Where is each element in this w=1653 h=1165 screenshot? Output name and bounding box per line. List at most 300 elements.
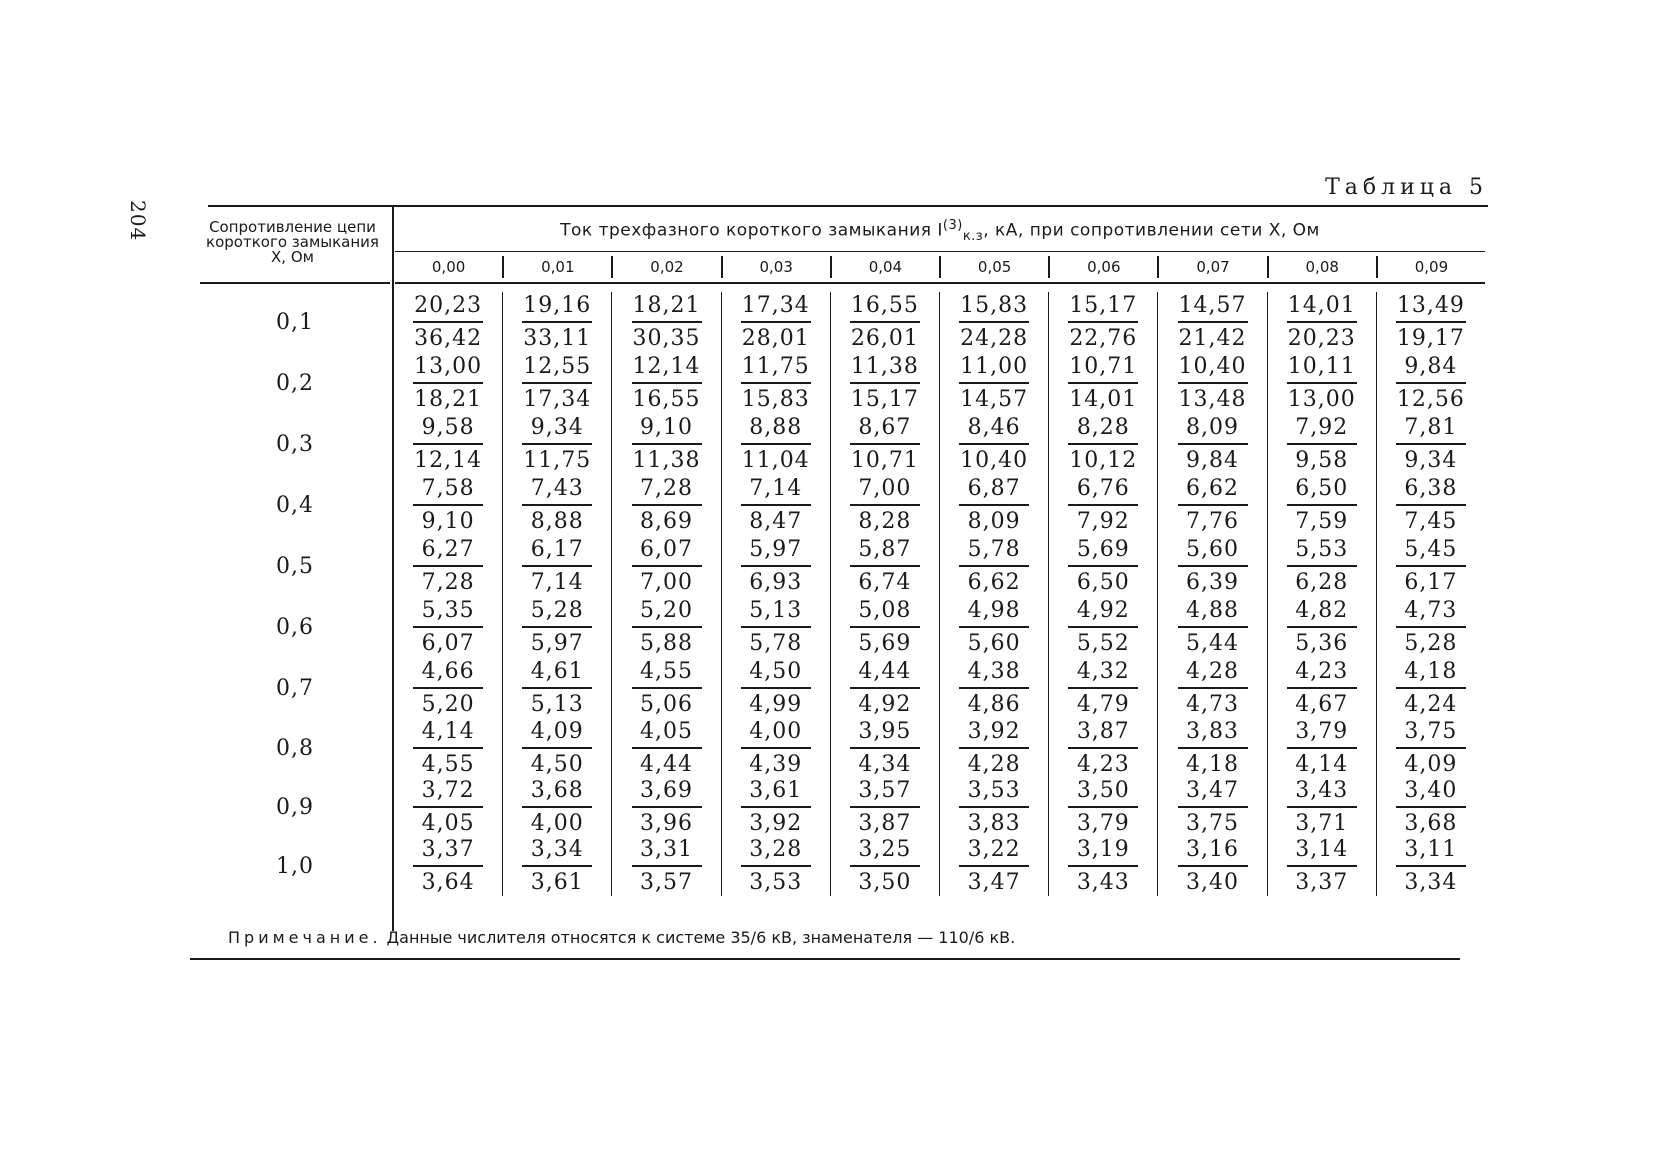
fraction bbox=[1396, 719, 1466, 779]
fraction bbox=[1396, 537, 1466, 597]
row-label: 0,1 bbox=[276, 310, 314, 335]
table-cell bbox=[1049, 414, 1158, 475]
row-label: 0,4 bbox=[276, 493, 314, 518]
fraction bbox=[1178, 778, 1248, 838]
table-cell bbox=[940, 475, 1049, 536]
denominator: 12,14 bbox=[414, 447, 483, 473]
fraction bbox=[1178, 659, 1248, 719]
table-cell bbox=[940, 658, 1049, 719]
denominator: 21,42 bbox=[1178, 325, 1247, 351]
table-row bbox=[200, 597, 1485, 658]
fraction bbox=[1287, 476, 1357, 536]
fraction bbox=[1178, 837, 1248, 897]
numerator: 3,25 bbox=[850, 837, 920, 867]
bottom-rule bbox=[190, 958, 1460, 960]
numerator: 3,40 bbox=[1396, 778, 1466, 808]
fraction bbox=[1178, 415, 1248, 475]
denominator: 3,96 bbox=[640, 810, 693, 836]
column-header: 0,09 bbox=[1414, 258, 1449, 276]
fraction bbox=[1287, 415, 1357, 475]
table-cell bbox=[612, 536, 721, 597]
denominator: 8,47 bbox=[749, 508, 803, 534]
denominator: 4,44 bbox=[640, 751, 693, 777]
table-cell bbox=[831, 353, 940, 414]
row-label-header: Сопротивление цепи короткого замыкания X, Ом bbox=[206, 218, 379, 266]
numerator: 3,61 bbox=[741, 778, 811, 808]
table-cell bbox=[1158, 837, 1267, 896]
main-header-sup: (3) bbox=[942, 218, 963, 233]
denominator: 4,55 bbox=[421, 751, 475, 777]
denominator: 3,47 bbox=[967, 869, 1021, 895]
table-cell bbox=[612, 837, 721, 896]
numerator: 5,28 bbox=[522, 598, 592, 628]
table-row bbox=[200, 414, 1485, 475]
main-header-after: , кА, при сопротивлении сети X, Ом bbox=[983, 220, 1320, 241]
fraction bbox=[522, 476, 592, 536]
numerator: 8,67 bbox=[850, 415, 920, 445]
denominator: 10,12 bbox=[1069, 447, 1138, 473]
numerator: 6,17 bbox=[522, 537, 592, 567]
table-cell bbox=[1268, 353, 1377, 414]
denominator: 4,50 bbox=[530, 751, 584, 777]
denominator: 3,92 bbox=[749, 810, 803, 836]
denominator: 36,42 bbox=[414, 325, 483, 351]
fraction bbox=[632, 837, 702, 897]
fraction bbox=[1068, 598, 1138, 658]
row-label: 0,5 bbox=[276, 554, 314, 579]
table-cell bbox=[831, 475, 940, 536]
numerator: 3,28 bbox=[741, 837, 811, 867]
denominator: 19,17 bbox=[1396, 325, 1465, 351]
denominator: 11,75 bbox=[523, 447, 592, 473]
denominator: 5,60 bbox=[967, 630, 1021, 656]
denominator: 28,01 bbox=[741, 325, 810, 351]
numerator: 14,57 bbox=[1178, 293, 1248, 323]
fraction bbox=[741, 415, 811, 475]
denominator: 7,14 bbox=[530, 569, 584, 595]
numerator: 13,00 bbox=[413, 354, 483, 384]
fraction bbox=[413, 537, 483, 597]
denominator: 4,09 bbox=[1404, 751, 1458, 777]
denominator: 8,88 bbox=[530, 508, 584, 534]
fraction bbox=[522, 598, 592, 658]
fraction bbox=[1068, 476, 1138, 536]
fraction bbox=[1396, 476, 1466, 536]
numerator: 5,53 bbox=[1287, 537, 1357, 567]
denominator: 3,61 bbox=[530, 869, 584, 895]
numerator: 5,35 bbox=[413, 598, 483, 628]
denominator: 20,23 bbox=[1287, 325, 1356, 351]
table-cell bbox=[503, 353, 612, 414]
fraction bbox=[1068, 778, 1138, 838]
table-cell bbox=[1268, 292, 1377, 353]
denominator: 18,21 bbox=[414, 386, 483, 412]
table-cell bbox=[394, 837, 503, 896]
denominator: 4,79 bbox=[1076, 691, 1130, 717]
fraction bbox=[522, 293, 592, 353]
numerator: 4,82 bbox=[1287, 598, 1357, 628]
fraction bbox=[850, 354, 920, 414]
fraction bbox=[959, 598, 1029, 658]
fraction bbox=[632, 778, 702, 838]
fraction bbox=[1068, 293, 1138, 353]
numerator: 4,38 bbox=[959, 659, 1029, 689]
fraction bbox=[632, 476, 702, 536]
denominator: 22,76 bbox=[1069, 325, 1138, 351]
table-cell bbox=[612, 292, 721, 353]
numerator: 4,50 bbox=[741, 659, 811, 689]
sub-header-row bbox=[395, 256, 1485, 278]
row-label: 0,7 bbox=[276, 676, 314, 701]
numerator: 5,97 bbox=[741, 537, 811, 567]
fraction bbox=[741, 537, 811, 597]
denominator: 13,00 bbox=[1287, 386, 1356, 412]
table-cell bbox=[503, 837, 612, 896]
table-cell bbox=[1049, 837, 1158, 896]
fraction bbox=[413, 837, 483, 897]
table-cell bbox=[940, 353, 1049, 414]
table-cell bbox=[940, 597, 1049, 658]
table-cell bbox=[831, 292, 940, 353]
numerator: 8,09 bbox=[1178, 415, 1248, 445]
fraction bbox=[1178, 476, 1248, 536]
denominator: 8,28 bbox=[858, 508, 912, 534]
denominator: 4,73 bbox=[1186, 691, 1239, 717]
table-row bbox=[200, 658, 1485, 719]
table-cell bbox=[1049, 778, 1158, 837]
numerator: 19,16 bbox=[522, 293, 592, 323]
table-row bbox=[200, 475, 1485, 536]
table-cell bbox=[1049, 719, 1158, 778]
numerator: 11,38 bbox=[850, 354, 920, 384]
denominator: 5,36 bbox=[1295, 630, 1349, 656]
numerator: 11,75 bbox=[741, 354, 811, 384]
numerator: 3,69 bbox=[632, 778, 702, 808]
table-cell bbox=[722, 414, 831, 475]
denominator: 6,07 bbox=[421, 630, 475, 656]
numerator: 3,16 bbox=[1178, 837, 1248, 867]
numerator: 10,71 bbox=[1068, 354, 1138, 384]
table-cell bbox=[1377, 353, 1485, 414]
denominator: 5,97 bbox=[530, 630, 584, 656]
denominator: 3,68 bbox=[1404, 810, 1458, 836]
fraction bbox=[850, 415, 920, 475]
fraction bbox=[1178, 537, 1248, 597]
table-cell bbox=[503, 778, 612, 837]
numerator: 5,87 bbox=[850, 537, 920, 567]
table-cell bbox=[940, 778, 1049, 837]
fraction bbox=[413, 778, 483, 838]
numerator: 8,88 bbox=[741, 415, 811, 445]
fraction bbox=[1396, 778, 1466, 838]
fraction bbox=[850, 598, 920, 658]
numerator: 7,58 bbox=[413, 476, 483, 506]
numerator: 4,98 bbox=[959, 598, 1029, 628]
numerator: 3,19 bbox=[1068, 837, 1138, 867]
denominator: 4,05 bbox=[421, 810, 475, 836]
table-cell bbox=[1377, 778, 1485, 837]
fraction bbox=[413, 293, 483, 353]
denominator: 4,99 bbox=[749, 691, 803, 717]
numerator: 3,11 bbox=[1396, 837, 1466, 867]
denominator: 6,50 bbox=[1076, 569, 1130, 595]
column-header: 0,03 bbox=[723, 256, 832, 278]
table-cell bbox=[722, 475, 831, 536]
table-cell bbox=[612, 597, 721, 658]
numerator: 3,43 bbox=[1287, 778, 1357, 808]
table-cell bbox=[831, 536, 940, 597]
table-cell bbox=[1049, 536, 1158, 597]
fraction bbox=[850, 719, 920, 779]
table-body bbox=[200, 292, 1485, 896]
denominator: 4,92 bbox=[858, 691, 912, 717]
numerator: 3,95 bbox=[850, 719, 920, 749]
column-header: 0,08 bbox=[1269, 256, 1378, 278]
table-cell bbox=[1158, 475, 1267, 536]
table-cell bbox=[1377, 414, 1485, 475]
numerator: 3,87 bbox=[1068, 719, 1138, 749]
table-cell bbox=[1268, 778, 1377, 837]
table-cell bbox=[1268, 414, 1377, 475]
numerator: 5,69 bbox=[1068, 537, 1138, 567]
table-cell bbox=[1049, 658, 1158, 719]
fraction bbox=[413, 659, 483, 719]
denominator: 17,34 bbox=[523, 386, 592, 412]
fraction bbox=[522, 415, 592, 475]
fraction bbox=[1396, 293, 1466, 353]
table-cell bbox=[940, 292, 1049, 353]
numerator: 4,44 bbox=[850, 659, 920, 689]
denominator: 5,06 bbox=[640, 691, 693, 717]
table-row bbox=[200, 778, 1485, 837]
numerator: 9,58 bbox=[413, 415, 483, 445]
table-cell bbox=[940, 719, 1049, 778]
column-header: 0,07 bbox=[1159, 256, 1268, 278]
fraction bbox=[959, 415, 1029, 475]
denominator: 11,38 bbox=[632, 447, 701, 473]
fraction bbox=[1178, 719, 1248, 779]
column-header: 0,01 bbox=[504, 256, 613, 278]
denominator: 6,28 bbox=[1295, 569, 1349, 595]
numerator: 3,53 bbox=[959, 778, 1029, 808]
numerator: 15,17 bbox=[1068, 293, 1138, 323]
denominator: 4,28 bbox=[967, 751, 1021, 777]
table-cell bbox=[722, 292, 831, 353]
numerator: 7,43 bbox=[522, 476, 592, 506]
table-cell bbox=[394, 778, 503, 837]
denominator: 6,74 bbox=[858, 569, 912, 595]
denominator: 4,86 bbox=[967, 691, 1021, 717]
denominator: 3,87 bbox=[858, 810, 912, 836]
column-header: 0,04 bbox=[832, 256, 941, 278]
numerator: 3,37 bbox=[413, 837, 483, 867]
denominator: 5,52 bbox=[1076, 630, 1130, 656]
numerator: 4,00 bbox=[741, 719, 811, 749]
denominator: 7,28 bbox=[421, 569, 475, 595]
row-label: 0,9 bbox=[276, 795, 314, 820]
table-cell bbox=[612, 658, 721, 719]
table-cell bbox=[1268, 597, 1377, 658]
denominator: 12,56 bbox=[1396, 386, 1465, 412]
table-cell bbox=[394, 536, 503, 597]
column-header: 0,00 bbox=[395, 256, 504, 278]
numerator: 7,00 bbox=[850, 476, 920, 506]
numerator: 3,57 bbox=[850, 778, 920, 808]
numerator: 7,28 bbox=[632, 476, 702, 506]
denominator: 3,71 bbox=[1295, 810, 1349, 836]
numerator: 8,28 bbox=[1068, 415, 1138, 445]
fraction bbox=[1068, 354, 1138, 414]
fraction bbox=[741, 837, 811, 897]
fraction bbox=[632, 537, 702, 597]
table-caption: Таблица 5 bbox=[1325, 175, 1488, 200]
table-cell bbox=[1377, 719, 1485, 778]
numerator: 3,72 bbox=[413, 778, 483, 808]
numerator: 8,46 bbox=[959, 415, 1029, 445]
table-cell bbox=[612, 353, 721, 414]
table-cell bbox=[503, 597, 612, 658]
column-header: 0,02 bbox=[613, 256, 722, 278]
numerator: 3,50 bbox=[1068, 778, 1138, 808]
fraction bbox=[1287, 659, 1357, 719]
fraction bbox=[959, 354, 1029, 414]
fraction bbox=[1287, 537, 1357, 597]
denominator: 5,88 bbox=[640, 630, 693, 656]
denominator: 3,57 bbox=[640, 869, 693, 895]
denominator: 14,01 bbox=[1069, 386, 1138, 412]
table-cell bbox=[1049, 597, 1158, 658]
table-cell bbox=[1377, 292, 1485, 353]
table-row bbox=[200, 353, 1485, 414]
numerator: 6,62 bbox=[1178, 476, 1248, 506]
table-cell bbox=[1268, 536, 1377, 597]
table-cell bbox=[831, 837, 940, 896]
numerator: 3,22 bbox=[959, 837, 1029, 867]
row-label: 0,2 bbox=[276, 371, 314, 396]
denominator: 5,20 bbox=[421, 691, 475, 717]
fraction bbox=[959, 476, 1029, 536]
table-cell bbox=[503, 658, 612, 719]
numerator: 6,38 bbox=[1396, 476, 1466, 506]
numerator: 3,68 bbox=[522, 778, 592, 808]
table-cell bbox=[394, 475, 503, 536]
numerator: 4,66 bbox=[413, 659, 483, 689]
fraction bbox=[959, 537, 1029, 597]
numerator: 3,31 bbox=[632, 837, 702, 867]
numerator: 6,07 bbox=[632, 537, 702, 567]
denominator: 10,71 bbox=[850, 447, 919, 473]
header-left-rule bbox=[200, 282, 390, 284]
numerator: 5,60 bbox=[1178, 537, 1248, 567]
fraction bbox=[741, 598, 811, 658]
denominator: 7,76 bbox=[1186, 508, 1239, 534]
numerator: 18,21 bbox=[632, 293, 702, 323]
fraction bbox=[522, 354, 592, 414]
numerator: 6,76 bbox=[1068, 476, 1138, 506]
row-label: 0,3 bbox=[276, 432, 314, 457]
numerator: 3,14 bbox=[1287, 837, 1357, 867]
table-cell bbox=[394, 414, 503, 475]
table-cell bbox=[1377, 597, 1485, 658]
fraction bbox=[850, 537, 920, 597]
numerator: 12,55 bbox=[522, 354, 592, 384]
fraction bbox=[1396, 659, 1466, 719]
numerator: 17,34 bbox=[741, 293, 811, 323]
denominator: 8,69 bbox=[640, 508, 693, 534]
denominator: 4,18 bbox=[1186, 751, 1239, 777]
denominator: 6,17 bbox=[1404, 569, 1458, 595]
fraction bbox=[850, 293, 920, 353]
numerator: 4,28 bbox=[1178, 659, 1248, 689]
fraction bbox=[1068, 659, 1138, 719]
denominator: 6,93 bbox=[749, 569, 803, 595]
numerator: 6,50 bbox=[1287, 476, 1357, 506]
fraction bbox=[1396, 837, 1466, 897]
denominator: 3,64 bbox=[421, 869, 475, 895]
denominator: 7,92 bbox=[1076, 508, 1130, 534]
numerator: 11,00 bbox=[959, 354, 1029, 384]
table-cell bbox=[503, 719, 612, 778]
fraction bbox=[850, 837, 920, 897]
page-number: 204 bbox=[126, 200, 150, 242]
numerator: 6,27 bbox=[413, 537, 483, 567]
denominator: 4,14 bbox=[1295, 751, 1349, 777]
table-cell bbox=[394, 719, 503, 778]
numerator: 4,88 bbox=[1178, 598, 1248, 628]
denominator: 15,17 bbox=[850, 386, 919, 412]
fraction bbox=[413, 719, 483, 779]
fraction bbox=[741, 354, 811, 414]
fraction bbox=[632, 598, 702, 658]
denominator: 9,84 bbox=[1186, 447, 1239, 473]
numerator: 9,84 bbox=[1396, 354, 1466, 384]
table-cell bbox=[612, 719, 721, 778]
table-cell bbox=[1158, 719, 1267, 778]
table-cell bbox=[612, 778, 721, 837]
table-cell bbox=[722, 536, 831, 597]
numerator: 3,83 bbox=[1178, 719, 1248, 749]
denominator: 10,40 bbox=[960, 447, 1029, 473]
fraction bbox=[1287, 598, 1357, 658]
fraction bbox=[741, 293, 811, 353]
denominator: 3,43 bbox=[1076, 869, 1130, 895]
fraction bbox=[741, 719, 811, 779]
denominator: 7,59 bbox=[1295, 508, 1349, 534]
main-header-before: Ток трехфазного короткого замыкания I bbox=[560, 220, 943, 241]
fraction bbox=[522, 719, 592, 779]
fraction bbox=[413, 415, 483, 475]
denominator: 5,44 bbox=[1186, 630, 1239, 656]
fraction bbox=[632, 415, 702, 475]
numerator: 6,87 bbox=[959, 476, 1029, 506]
table-cell bbox=[1158, 658, 1267, 719]
fraction bbox=[959, 659, 1029, 719]
table-cell bbox=[1049, 292, 1158, 353]
denominator: 16,55 bbox=[632, 386, 701, 412]
table-cell bbox=[831, 778, 940, 837]
numerator: 3,92 bbox=[959, 719, 1029, 749]
fraction bbox=[632, 354, 702, 414]
numerator: 7,14 bbox=[741, 476, 811, 506]
table-row bbox=[200, 719, 1485, 778]
numerator: 7,92 bbox=[1287, 415, 1357, 445]
table-cell bbox=[1268, 719, 1377, 778]
numerator: 9,10 bbox=[632, 415, 702, 445]
denominator: 24,28 bbox=[960, 325, 1029, 351]
fraction bbox=[1396, 598, 1466, 658]
numerator: 12,14 bbox=[632, 354, 702, 384]
numerator: 4,73 bbox=[1396, 598, 1466, 628]
